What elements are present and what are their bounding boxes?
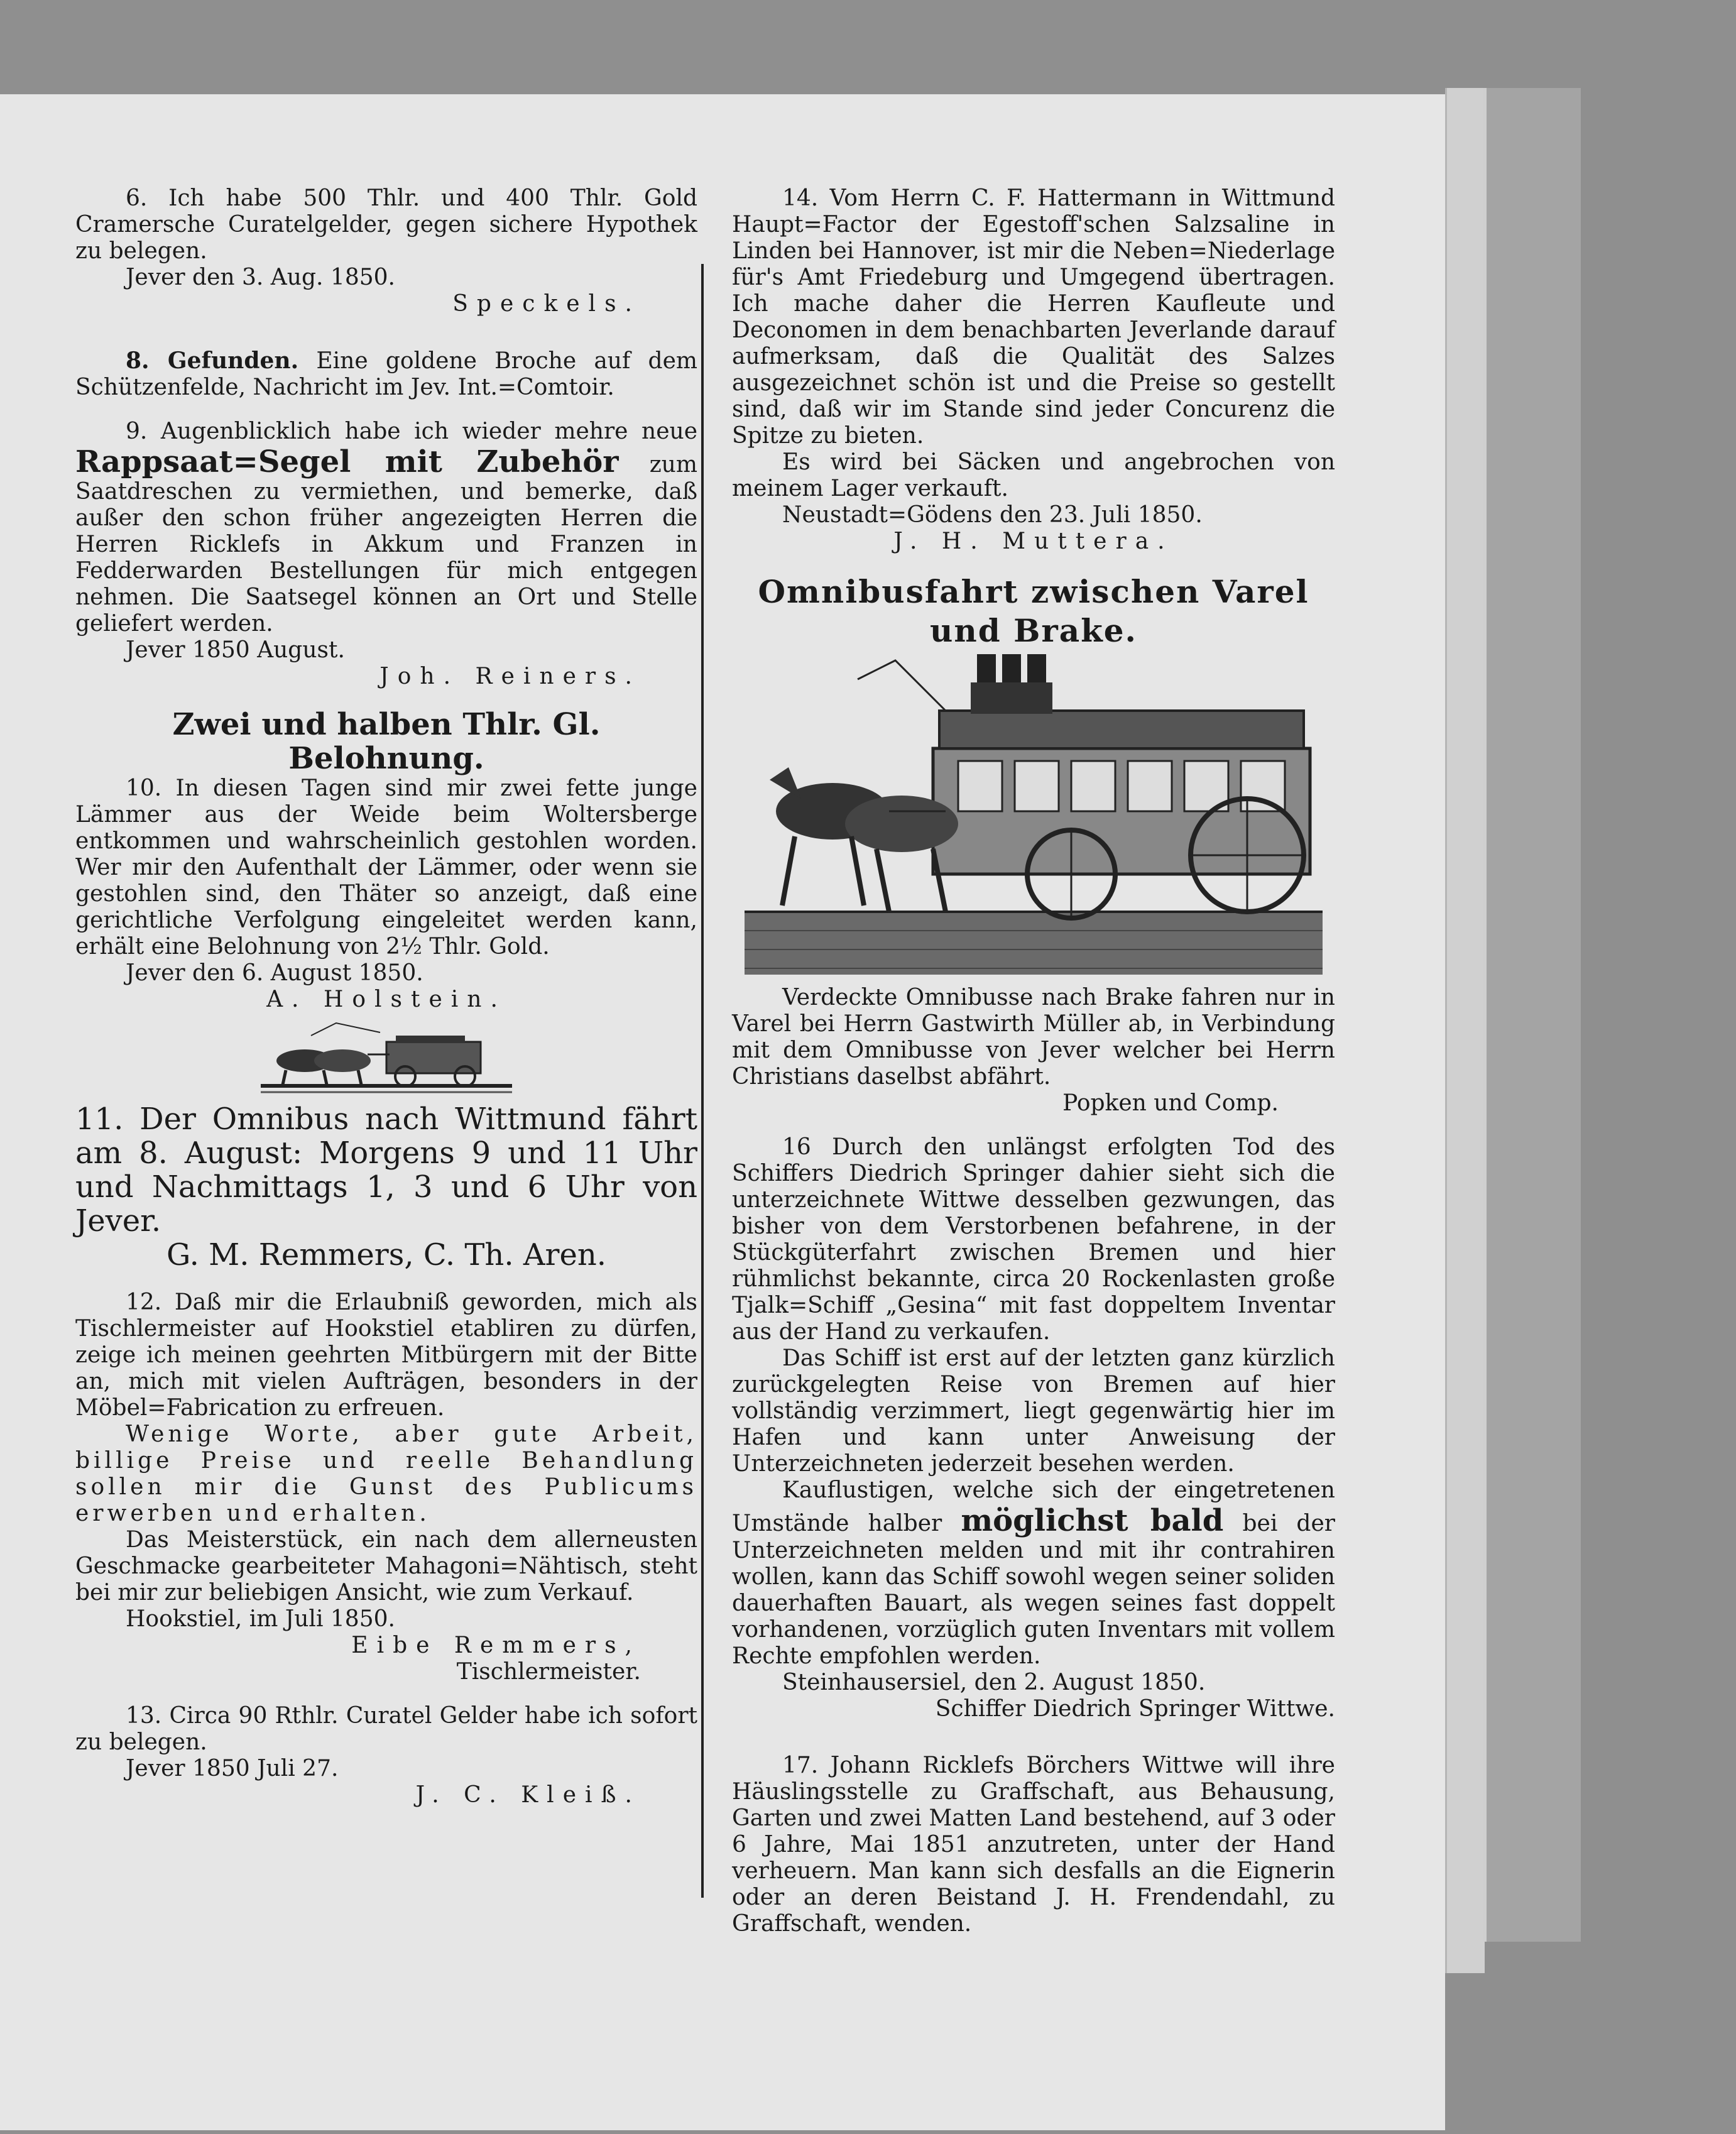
ad-bold-text: Rappsaat=Segel mit Zubehör <box>75 444 619 479</box>
ad-heading: Omnibusfahrt zwischen Varel <box>758 573 1309 610</box>
signature: G. M. Remmers, C. Th. Aren. <box>166 1237 607 1272</box>
ad-text: 13. Circa 90 Rthlr. Curatel Gelder habe ich sofort zu belegen. <box>75 1703 697 1755</box>
ad-text-2: Das Schiff ist erst auf der letzten ganz kürzlich zurückgelegten Reise von Bremen auf hier vollständig verzimmert, liegt gegenwärtig hier im Hafen und kann unter Anweisung der Unterzeichneten jederzeit besehen werden. <box>732 1345 1335 1477</box>
place-date: Steinhausersiel, den 2. August 1850. <box>782 1670 1206 1695</box>
ad-11 <box>75 1102 697 1272</box>
signature: Speckels. <box>452 291 641 317</box>
ad-motto: Wenige Worte, aber gute Arbeit, billige Preise und reelle Behandlung sollen mir die Gunst des Publicums erwerben und erhalten. <box>75 1421 697 1526</box>
ad-text-continued: Es wird bei Säcken und angebrochen von meinem Lager verkauft. <box>732 449 1335 501</box>
place-date: Jever 1850 August. <box>126 637 345 663</box>
ad-text-3-continued: bei der Unterzeichneten melden und mit ihr contrahiren wollen, kann das Schiff sowohl wegen seiner soliden dauerhaften Bauart, als wegen seines fast doppelt vorhandenen, vorzüglich guten Inventars mit vollem Rechte empfohlen werden. <box>732 1511 1335 1669</box>
ad-lead: 8. Gefunden. <box>126 347 299 374</box>
book-cover <box>1483 88 1581 1942</box>
right-column <box>732 185 1335 1937</box>
ad-text: 17. Johann Ricklefs Börchers Wittwe will ihre Häuslingsstelle zu Graffschaft, aus Behausung, Garten und zwei Matten Land bestehend, auf 3 oder 6 Jahre, Mai 1851 anzutreten, unter der Hand verheuern. Man kann sich desfalls an die Eignerin oder an deren Beistand J. H. Frendendahl, zu Graffschaft, wenden. <box>732 1753 1335 1937</box>
place-date: Hookstiel, im Juli 1850. <box>126 1606 395 1632</box>
ad-heading: Zwei und halben Thlr. Gl. Belohnung. <box>172 707 601 776</box>
signature: Schiffer Diedrich Springer Wittwe. <box>935 1696 1335 1722</box>
ad-12 <box>75 1289 697 1685</box>
left-column <box>75 185 697 1808</box>
place-date: Neustadt=Gödens den 23. Juli 1850. <box>782 502 1203 528</box>
ad-text: Verdeckte Omnibusse nach Brake fahren nur in Varel bei Herrn Gastwirth Müller ab, in Verbindung mit dem Omnibusse von Jever welcher bei Herrn Christians daselbst abfährt. <box>732 985 1335 1090</box>
ad-text: 10. In diesen Tagen sind mir zwei fette junge Lämmer aus der Weide beim Woltersberge entkommen und wahrscheinlich gestohlen worden. Wer mir den Aufenthalt der Lämmer, oder wenn sie gestohlen sind, den Thäter so anzeigt, daß eine gerichtliche Verfolgung eingeleitet werden kann, erhält eine Belohnung von 2½ Thlr. Gold. <box>75 775 697 960</box>
signature: A. Holstein. <box>266 987 506 1012</box>
signature: Eibe Remmers, <box>351 1633 641 1658</box>
omnibus-illustration <box>745 654 1323 981</box>
ad-13 <box>75 1703 697 1808</box>
ad-6 <box>75 185 697 317</box>
ad-text-continued: zum Saatdreschen zu vermiethen, und bemerke, daß außer den schon früher angezeigten Herren die Herren Ricklefs in Akkum und Franzen in Fedderwarden Bestellungen für mich entgegen nehmen. Die Saatsegel können an Ort und Stelle geliefert werden. <box>75 452 697 637</box>
place-date: Jever den 6. August 1850. <box>126 960 423 986</box>
signature: J. C. Kleiß. <box>415 1782 641 1808</box>
signature: Joh. Reiners. <box>379 664 641 689</box>
ad-text: 14. Vom Herrn C. F. Hattermann in Wittmund Haupt=Factor der Egestoff'schen Salzsaline in Linden bei Hannover, ist mir die Neben=Niederlage für's Amt Friedeburg und Umgegend übertragen. Ich mache daher die Herren Kaufleute und Deconomen in dem benachbarten Jeverlande darauf aufmerksam, daß die Qualität des Salzes ausgezeichnet schön ist und die Preise so gestellt sind, daß wir im Stande sind jeder Concurenz die Spitze zu bieten. <box>732 185 1335 449</box>
ad-text: 9. Augenblicklich habe ich wieder mehre neue <box>126 419 697 444</box>
ad-text-3: Kauflustigen, welche sich der eingetretenen Umstände halber <box>732 1477 1335 1536</box>
ad-text: Eine goldene Broche auf dem Schützenfelde, Nachricht im Jev. Int.=Comtoir. <box>75 348 698 400</box>
omnibus-ad <box>732 572 1335 1117</box>
small-stagecoach-illustration <box>248 1017 525 1098</box>
ad-text-continued: Das Meisterstück, ein nach dem allerneusten Geschmacke gearbeiteter Mahagoni=Nähtisch, steht bei mir zur beliebigen Ansicht, wie zum Verkauf. <box>75 1527 697 1606</box>
signature: Popken und Comp. <box>1062 1090 1279 1116</box>
ad-10 <box>75 708 697 1013</box>
ad-text: 12. Daß mir die Erlaubniß geworden, mich als Tischlermeister auf Hookstiel etabliren zu dürfen, zeige ich meinen geehrten Mitbürgern mit der Bitte an, mich mit vielen Aufträgen, besonders in der Möbel=Fabrication zu erfreuen. <box>75 1289 697 1421</box>
ad-text: 16 Durch den unlängst erfolgten Tod des Schiffers Diedrich Springer dahier sieht sich die unterzeichnete Wittwe desselben gezwungen, das bisher von dem Verstorbenen befahrene, in der Stückgüterfahrt zwischen Bremen und hier rühmlichst bekannte, circa 20 Rockenlasten große Tjalk=Schiff „Gesina“ mit fast doppeltem Inventar aus der Hand zu verkaufen. <box>732 1134 1335 1345</box>
place-date: Jever den 3. Aug. 1850. <box>126 265 395 290</box>
page-stack-edge <box>1445 88 1485 1973</box>
column-rule <box>701 264 704 1898</box>
ad-16 <box>732 1134 1335 1722</box>
ad-text: 6. Ich habe 500 Thlr. und 400 Thlr. Gold Cramersche Curatelgelder, gegen sichere Hypothek zu belegen. <box>75 185 697 264</box>
ad-8 <box>75 347 697 401</box>
place-date: Jever 1850 Juli 27. <box>126 1756 339 1781</box>
ad-17 <box>732 1753 1335 1937</box>
signature-title: Tischlermeister. <box>456 1659 641 1685</box>
ad-emphasis: möglichst bald <box>961 1503 1224 1538</box>
signature: J. H. Muttera. <box>893 528 1174 554</box>
ad-heading-line-2: und Brake. <box>930 612 1137 649</box>
ad-9 <box>75 419 697 690</box>
ad-text: 11. Der Omnibus nach Wittmund fährt am 8. August: Morgens 9 und 11 Uhr und Nachmittags 1, 3 und 6 Uhr von Jever. <box>75 1102 697 1239</box>
ad-14 <box>732 185 1335 555</box>
